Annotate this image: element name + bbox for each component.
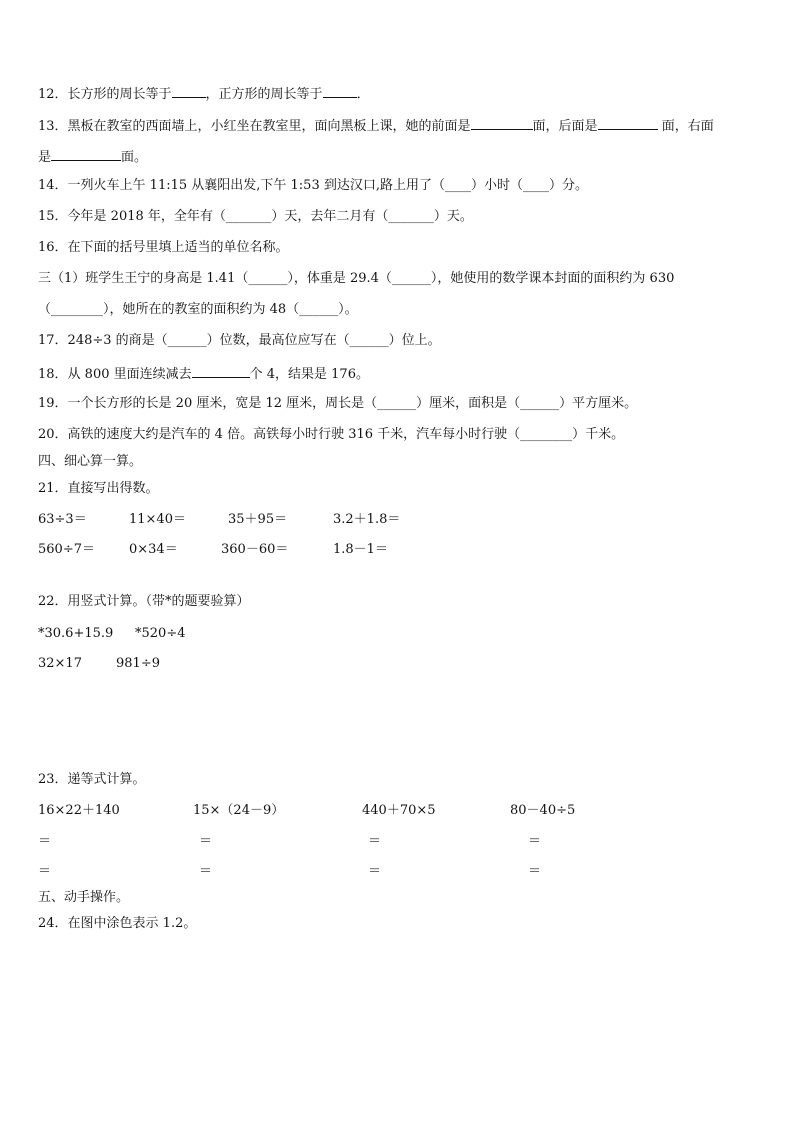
q23-expr-4: 80－40÷5 [510,803,576,818]
q21-r2-c2: 0×34＝ [129,542,178,557]
question-18 [38,364,369,383]
q21-r1-c2: 11×40＝ [129,512,186,527]
q23-eq-r1-c1: ＝ [38,834,52,849]
q12-text-mid: ，正方形的周长等于 [205,87,323,102]
q21-r2-c1: 560÷7＝ [38,542,95,557]
question-13 [38,116,714,135]
q12-blank-1[interactable] [172,84,206,98]
q21-r2-c3: 360－60＝ [221,542,289,557]
q23-eq-r2-c2: ＝ [199,864,213,879]
section-5-heading: 五、动手操作。 [38,890,130,905]
q23-eq-r1-c4: ＝ [528,834,542,849]
question-24: 24．在图中涂色表示 1.2。 [38,916,197,931]
q18-blank[interactable] [192,364,250,378]
q12-text-pre: 12．长方形的周长等于 [38,87,172,102]
q18-text-pre: 18．从 800 里面连续减去 [38,367,192,382]
q23-eq-r2-c1: ＝ [38,864,52,879]
q22-r2-c1: 32×17 [38,656,82,671]
question-16: 16．在下面的括号里填上适当的单位名称。 [38,240,289,255]
q23-expr-1: 16×22＋140 [38,803,120,818]
q23-eq-r1-c2: ＝ [199,834,213,849]
q13-text-mid: 面，后面是 [532,119,598,134]
q13-text-line2end: 面。 [121,150,148,165]
section-4-heading: 四、细心算一算。 [38,454,143,469]
q22-r2-c2: 981÷9 [116,656,160,671]
question-16-line1: 三（1）班学生王宁的身高是 1.41（______），体重是 29.4（______），她使用的数学课本封面的面积约为 630 [38,271,675,286]
q23-eq-r2-c4: ＝ [528,864,542,879]
q13-text-pre: 13．黑板在教室的西面墙上，小红坐在教室里，面向黑板上课，她的前面是 [38,119,471,134]
question-14: 14．一列火车上午 11:15 从襄阳出发,下午 1:53 到达汉口,路上用了（____）小时（____）分。 [38,178,588,193]
q23-expr-3: 440＋70×5 [362,803,436,818]
question-21: 21．直接写出得数。 [38,481,159,496]
q12-text-end: ． [356,87,370,102]
q13-blank-1[interactable] [471,116,533,130]
q13-text-line2pre: 是 [38,150,52,165]
q23-expr-2: 15×（24－9） [193,803,285,818]
question-17: 17．248÷3 的商是（______）位数，最高位应写在（______）位上。 [38,333,441,348]
q21-r1-c1: 63÷3＝ [38,512,87,527]
question-19: 19．一个长方形的长是 20 厘米，宽是 12 厘米，周长是（______）厘米，面积是（______）平方厘米。 [38,396,638,411]
q23-eq-r1-c3: ＝ [368,834,382,849]
q21-r1-c3: 35＋95＝ [228,512,288,527]
question-15: 15．今年是 2018 年，全年有（_______）天，去年二月有（_______）天。 [38,209,473,224]
q22-r1-c2: *520÷4 [135,626,186,641]
question-22: 22．用竖式计算。（带*的题要验算） [38,594,250,609]
q18-text-end: 个 4，结果是 176。 [249,367,369,382]
q12-blank-2[interactable] [323,84,357,98]
question-20: 20．高铁的速度大约是汽车的 4 倍。高铁每小时行驶 316 千米，汽车每小时行驶（________）千米。 [38,427,625,442]
q22-r1-c1: *30.6+15.9 [38,626,114,641]
q13-blank-3[interactable] [51,147,121,161]
question-13-line2 [38,147,147,166]
question-23: 23．递等式计算。 [38,772,146,787]
question-12 [38,84,370,103]
q21-r1-c4: 3.2＋1.8＝ [333,512,401,527]
question-16-line2: （________），她所在的教室的面积约为 48（______）。 [38,302,358,317]
q23-eq-r2-c3: ＝ [368,864,382,879]
q21-r2-c4: 1.8－1＝ [333,542,388,557]
q13-blank-2[interactable] [598,116,658,130]
q13-text-mid2: 面，右面 [657,119,714,134]
